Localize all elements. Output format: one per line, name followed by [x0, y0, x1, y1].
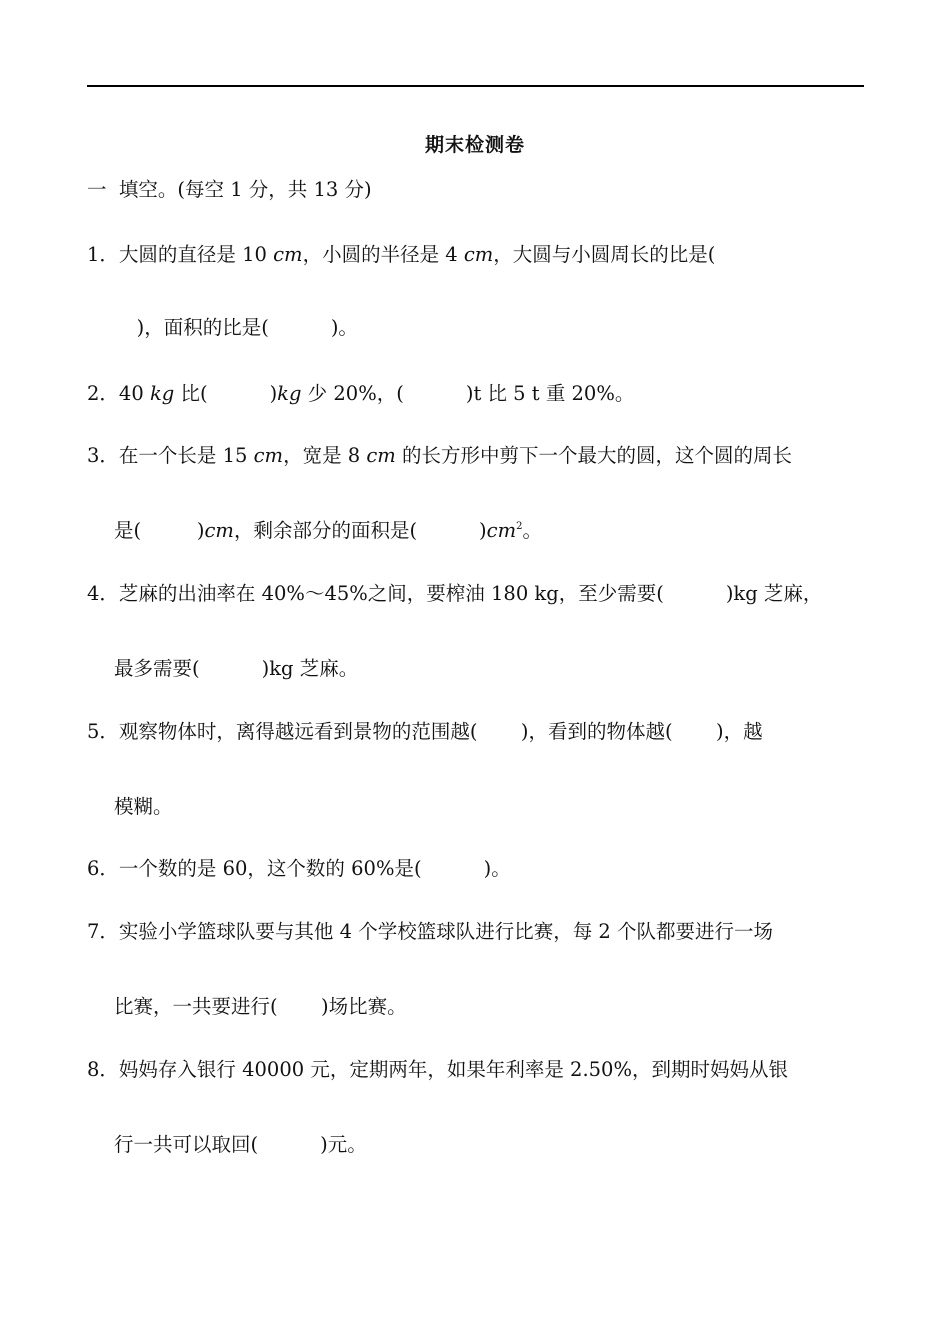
answer-blank[interactable]	[258, 1133, 320, 1156]
answer-blank[interactable]	[141, 519, 197, 542]
question-8-line-2: 行一共可以取回( )元。	[114, 1133, 367, 1156]
question-3-line-2: 是( )cm，剩余部分的面积是( )$cm^2$。	[114, 519, 542, 542]
question-2-line-1: 2．40 kg 比( )kg 少 20%，( )t 比 5 t 重 20%。	[87, 382, 635, 405]
page-title: 期末检测卷	[424, 134, 525, 156]
answer-blank[interactable]	[269, 316, 331, 339]
question-number: 4．	[87, 582, 119, 605]
question-5-line-1: 5．观察物体时，离得越远看到景物的范围越( )，看到的物体越( )，越	[87, 720, 763, 743]
question-number: 3．	[87, 444, 119, 467]
answer-blank[interactable]	[200, 657, 262, 680]
answer-blank[interactable]	[478, 720, 521, 743]
answer-blank[interactable]	[208, 382, 270, 405]
question-number: 7．	[87, 920, 119, 943]
question-number: 8．	[87, 1058, 119, 1081]
question-1-line-2: )，面积的比是( )。	[87, 316, 358, 339]
question-1-line-1: 1．大圆的直径是 10 cm，小圆的半径是 4 cm，大圆与小圆周长的比是(	[87, 243, 716, 266]
question-number: 5．	[87, 720, 119, 743]
question-8-line-1: 8．妈妈存入银行 40000 元，定期两年，如果年利率是 2.50%，到期时妈妈从银	[87, 1058, 788, 1081]
answer-blank[interactable]	[664, 582, 726, 605]
question-5-line-2: 模糊。	[114, 795, 173, 818]
answer-blank[interactable]	[422, 857, 484, 880]
question-3-line-1: 3．在一个长是 15 cm，宽是 8 cm 的长方形中剪下一个最大的圆，这个圆的周长	[87, 444, 792, 467]
answer-blank[interactable]	[417, 519, 479, 542]
question-6-line-1: 6．一个数的是 60，这个数的 60%是( )。	[87, 857, 511, 880]
section-heading: 一 填空。(每空 1 分，共 13 分)	[87, 178, 372, 201]
question-7-line-2: 比赛，一共要进行( )场比赛。	[114, 995, 407, 1018]
question-4-line-2: 最多需要( )kg 芝麻。	[114, 657, 359, 680]
answer-blank[interactable]	[673, 720, 716, 743]
question-number: 1．	[87, 243, 119, 266]
question-4-line-1: 4．芝麻的出油率在 40%～45%之间，要榨油 180 kg，至少需要( )kg 芝麻，	[87, 582, 823, 605]
question-number: 2．	[87, 382, 119, 405]
question-7-line-1: 7．实验小学篮球队要与其他 4 个学校篮球队进行比赛，每 2 个队都要进行一场	[87, 920, 774, 943]
answer-blank[interactable]	[404, 382, 466, 405]
answer-blank[interactable]	[278, 995, 321, 1018]
header-rule	[87, 85, 864, 87]
question-number: 6．	[87, 857, 119, 880]
